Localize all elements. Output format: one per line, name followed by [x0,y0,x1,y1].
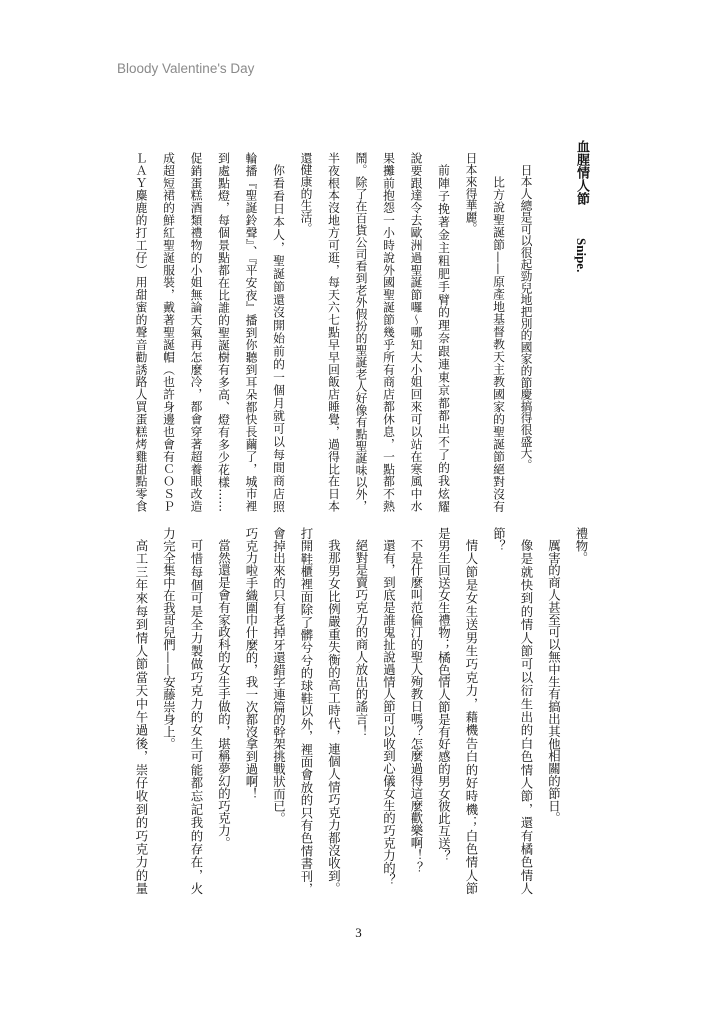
text-column: 果攤前抱怨一小時說外國聖誕節幾乎所有商店都休息，一點都不熱 [381,152,396,512]
text-column: 日本來得華麗。 [464,152,478,235]
text-column: 前陣子挽著金主粗肥手臂的理奈跟連東京都都出不了的我炫耀 [436,163,451,512]
text-column: 會掉出來的只有老掉牙還錯字連篇的幹架挑戰狀而已。 [271,527,287,825]
text-column: 高工三年來每到情人節當天中午過後，崇仔收到的巧克力的量 [134,539,149,895]
text-column: 比方說聖誕節——原產地基督教天主教國家的聖誕節絕對沒有 [491,175,506,512]
author-name: Snipe. [574,238,589,273]
text-column: 打開鞋櫃裡面除了髒兮兮的球鞋以外，裡面會放的只有色情書刊， [299,527,314,895]
text-column: ＬＡＹ麋鹿的打工仔）用甜蜜的聲音勸誘路人買蛋糕烤雞甜點零食 [134,152,148,512]
text-column: 你看看日本人，聖誕節還沒開始前的一個月就可以每間商店照 [271,163,286,512]
lower-text-tier [133,527,589,895]
page-number: 3 [355,925,362,940]
text-column: 情人節是女生送男生巧克力，藉機告白的好時機；白色情人節 [464,539,479,895]
text-column: 厲害的商人甚至可以無中生有搞出其他相關的節日。 [546,539,562,825]
text-column: 到處點燈，每個景點都在比誰的聖誕樹有多高、燈有多少花樣…… [216,152,231,512]
text-column: 可惜每個可是全力製做巧克力的女生可能都忘記我的存在，火 [189,539,204,895]
text-column: 還有，到底是誰鬼扯說過情人節可以收到心儀女生的巧克力的？ [381,539,397,887]
upper-text-tier [133,152,534,512]
text-column: 說要跟達令去歐洲過聖誕節囉～哪知大小姐回來可以站在寒風中水 [409,152,423,512]
text-column: 輪播『聖誕鈴聲』、『平安夜』播到你聽到耳朵都快長繭了，城市裡 [244,152,258,512]
text-column: 節？ [491,527,507,552]
running-header: Bloody Valentine's Day [117,61,255,76]
text-column: 半夜根本沒地方可逛，每天六七點早早回飯店睡覺，過得比在日本 [326,152,341,512]
text-column: 像是就快到的情人節可以衍生出的白色情人節，還有橘色情人 [519,539,534,895]
text-column: 是男生回送女生禮物；橘色情人節是有好感的男女彼此互送？ [436,527,452,862]
text-column: 還健康的生活。 [299,152,313,235]
story-title: 血腥情人節 [574,140,589,205]
text-column: 絕對是賣巧克力的商人放出的謠言！ [354,539,369,738]
text-column: 巧克力啦手織圍巾什麼的，我一次都沒拿到過啊！ [244,527,259,800]
text-column: 力完全集中在我哥兒們——安藤崇身上。 [161,527,177,751]
text-column: 當然還是會有家政科的女生手做的，堪稱夢幻的巧克力。 [216,539,232,850]
text-column: 成超短裙的鮮紅聖誕服裝，戴著聖誕帽（也許身邊也會有ＣＯＳＰ [161,152,176,512]
text-column: 不是什麼叫范倫汀的聖人殉教日嗎？怎麼過得這麼歡樂啊！？ [409,539,424,875]
text-column: 鬧。除了在百貨公司看到老外假扮的聖誕老人好像有點聖誕味以外， [354,152,368,512]
text-column: 我那男女比例嚴重失衡的高工時代，連個人情巧克力都沒收到。 [326,539,342,895]
text-column: 促銷蛋糕酒類禮物的小姐無論天氣再怎麼冷，都會穿著超養眼改造 [189,152,203,512]
text-column: 禮物。 [574,527,589,565]
text-column: 日本人總是可以很起勁兒地把別的國家的節慶搞得很盛大。 [519,163,533,471]
